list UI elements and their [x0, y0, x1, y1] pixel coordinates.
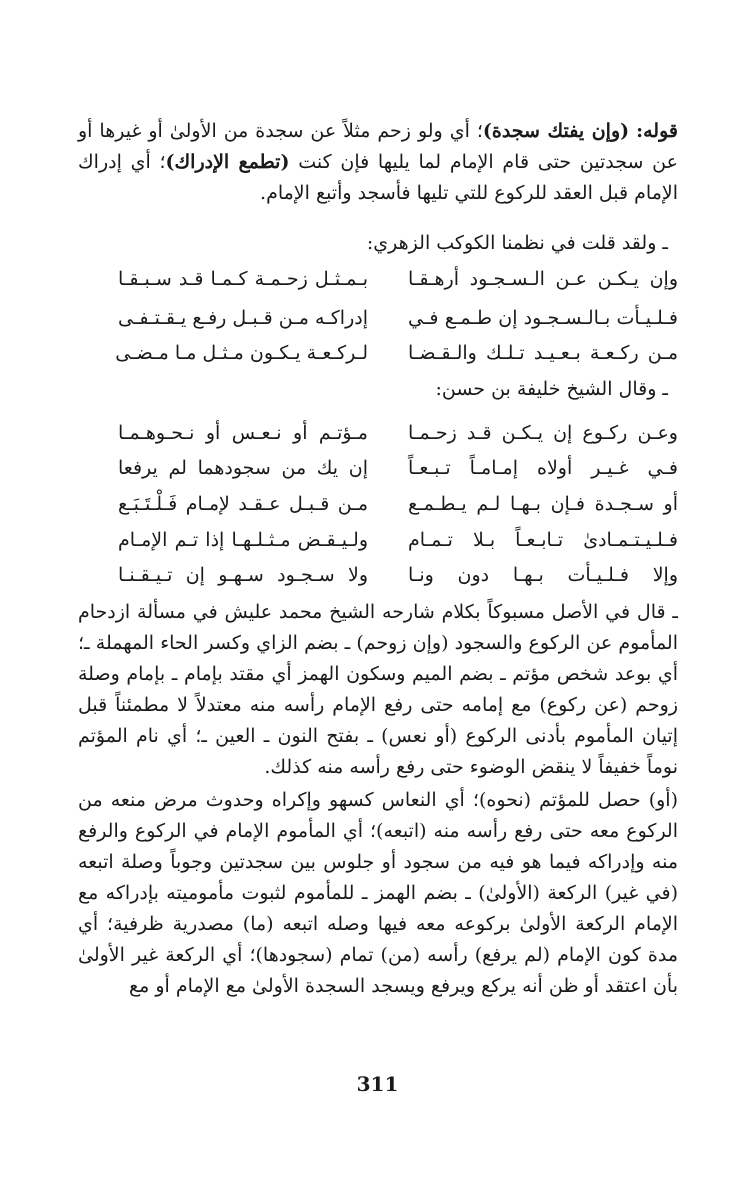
verse-first-hemistich: مـن ركـعـة بـعـيـد تـلـك والـقـضـا	[408, 342, 678, 364]
page-number: 311	[356, 1072, 399, 1096]
verse-first-hemistich: فـلـيـتـمـادىٰ تـابـعـاً بـلا تـمـام	[408, 529, 678, 551]
verse-first-hemistich: فـلـيـأت بـالـسـجـود إن طـمـع فـي	[408, 307, 678, 329]
paragraph-3: (أو) حصل للمؤتم (نحوه)؛ أي النعاس كسهو وإكراه وحدوث مرض منعه من الركوع معه حتى رفع رأسه منه (اتبعه)؛ أي المأموم الإمام في الركوع والرفع منه وإدراكه فيما هو فيه من سجود أو جلوس بين سجدتين وجوباً وصلة اتبعه (في غير) الركعة (الأولىٰ) ـ بضم الهمز ـ للمأموم لثبوت مأموميته بإدراكه مع الإمام الركعة الأولىٰ بركوعه معه فيها وصله اتبعه (ما) مصدرية ظرفية؛ أي مدة كون الإمام (لم يرفع) رأسه (من) تمام (سجودها)؛ أي الركعة غير الأولىٰ بأن اعتقد أو ظن أنه يركع ويرفع ويسجد السجدة الأولىٰ مع الإمام أو مع	[78, 789, 678, 997]
verse-second-hemistich: لـركـعـة يـكـون مـثـل مـا مـضـى	[115, 342, 368, 364]
verse-line	[78, 262, 678, 297]
verse-second-hemistich: ولا سـجـود سـهـو إن تـيـقـنـا	[118, 564, 368, 586]
paragraph-2: ـ قال في الأصل مسبوكاً بكلام شارحه الشيخ محمد عليش في مسألة ازدحام المأموم عن الركوع والسجود (وإن زوحم) ـ بضم الزاي وكسر الحاء المهملة ـ؛ أي بوعد شخص مؤتم ـ بضم الميم وسكون الهمز أي مقتد بإمام ـ بإمام وصلة زوحم (عن ركوع) مع إمامه حتى رفع الإمام رأسه منه معتدلاً لا مطمئناً قبل إتيان المأموم بأدنى الركوع (أو نعس) ـ بفتح النون ـ العين ـ؛ أي نام المؤتم نوماً خفيفاً لا ينقض الوضوء حتى رفع رأسه منه كذلك.	[78, 601, 678, 778]
verse-first-hemistich: وإن يـكـن عـن الـسـجـود أرهـقـا	[408, 268, 678, 290]
paragraph-1-text-2: ؛ أي إدراك الإمام قبل العقد للركوع للتي تليها فأسجد وأتبع الإمام.	[78, 151, 678, 204]
paragraph-1-label: قوله:	[636, 120, 678, 142]
verse-first-hemistich: أو سـجـدة فـإن بـهـا لـم يـطـمـع	[408, 493, 678, 515]
verse-second-hemistich: بـمـثـل زحـمـة كـمـا قـد سـبـقـا	[118, 268, 368, 290]
verse-line	[78, 487, 678, 522]
verse-line	[78, 523, 678, 558]
verse-first-hemistich: وعـن ركـوع إن يـكـن قـد زحـمـا	[408, 422, 678, 444]
verse-second-hemistich: مـن قـبـل عـقـد لإمـام فَـلْـتَـبَـع	[118, 493, 368, 515]
paragraph-1-text-1: ؛ أي ولو زحم مثلاً عن سجدة من الأولىٰ أو غيرها أو عن سجدتين حتى قام الإمام لما يليها فإن كنت	[78, 120, 678, 173]
verse-line	[78, 336, 678, 371]
verse-first-hemistich: وإلا فـلـيـأت بـهـا دون ونـا	[408, 564, 678, 586]
verse-second-hemistich: إدراكـه مـن قـبـل رفـع يـقـتـفـى	[118, 307, 368, 329]
verse-line	[78, 558, 678, 593]
paragraph-1-quote-1: (وإن يفتك سجدة)	[482, 120, 630, 142]
verse-second-hemistich: ولـيـقـض مـثـلـهـا إذا تـم الإمـام	[118, 529, 368, 551]
verse-second-hemistich: إن يك من سجودهما لم يرفعا	[118, 457, 368, 479]
poem-intro-2: ـ وقال الشيخ خليفة بن حسن:	[435, 378, 668, 400]
poem-intro-1: ـ ولقد قلت في نظمنا الكوكب الزهري:	[366, 232, 668, 254]
verse-line	[78, 416, 678, 451]
paragraph-1-quote-2: (تطمع الإدراك)	[165, 151, 290, 173]
verse-first-hemistich: فـي غـيـر أولاه إمـامـاً تـبـعـاً	[408, 457, 678, 479]
verse-second-hemistich: مـؤتـم أو نـعـس أو نـحـوهـمـا	[118, 422, 368, 444]
paragraph-1	[78, 116, 678, 209]
verse-line	[78, 301, 678, 336]
verse-line	[78, 451, 678, 486]
